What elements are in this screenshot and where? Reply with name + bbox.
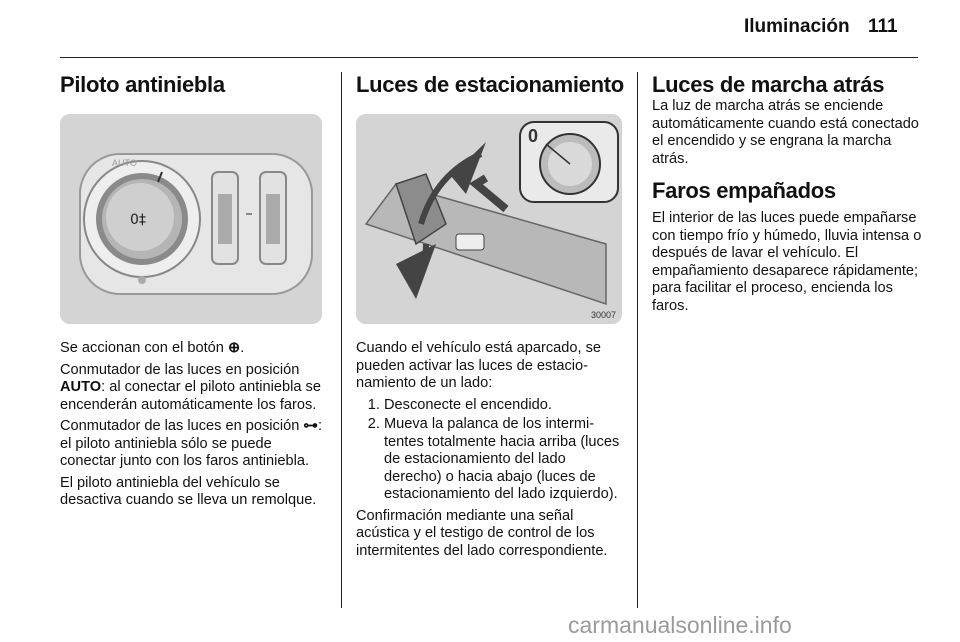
- column-fog-light: [60, 72, 325, 514]
- figure-number: 30007: [590, 310, 616, 320]
- section-heading-fog-light: Piloto antiniebla: [60, 72, 225, 97]
- paragraph-fog-button: Se accionan con el botón ⊕.: [60, 340, 245, 356]
- column-divider: [637, 72, 638, 608]
- list-item: 1. Desconecte el encendido.: [384, 397, 626, 415]
- page-number: 111: [868, 16, 898, 37]
- paragraph-misted-headlights: El interior de las luces puede empañarse con tiempo frío y húmedo, lluvia intensa o después de lavar el vehículo. El empañamiento desaparece rápidamente; para facilitar el proceso, encienda los faros.: [652, 210, 922, 314]
- column-reverse-lights: [652, 72, 922, 319]
- paragraph-confirmation: Confirmación mediante una señal acústica y el testigo de control de los intermitentes del lado correspondiente.: [356, 507, 608, 559]
- figure-light-switch: [60, 114, 322, 324]
- section-heading-parking-lights: Luces de estacionamiento: [356, 72, 624, 97]
- headlight-icon: ⊶: [303, 418, 318, 434]
- steps-list: [356, 397, 626, 504]
- inset-zero-label: 0: [528, 126, 539, 146]
- light-switch-illustration: [60, 114, 322, 324]
- paragraph-parked: Cuando el vehículo está aparcado, se pueden activar las luces de estacionamiento de un lado:: [356, 340, 602, 391]
- paragraph-auto-position: Conmutador de las luces en posición AUTO: al conectar el piloto antiniebla se encenderán automáticamente los faros.: [60, 361, 321, 413]
- paragraph-reverse-lights: La luz de marcha atrás se enciende automáticamente cuando está conectado el encendido y se engrana la marcha atrás.: [652, 98, 919, 167]
- page-header-title: Iluminación: [744, 16, 850, 37]
- turn-signal-lever-illustration: [356, 114, 622, 324]
- section-heading-reverse-lights: Luces de marcha atrás: [652, 72, 885, 97]
- auto-label: AUTO: [60, 379, 102, 395]
- paragraph-trailer: El piloto antiniebla del vehículo se desactiva cuando se lleva un remolque.: [60, 474, 317, 508]
- watermark: carmanualsonline.info: [568, 612, 792, 638]
- dial-auto-label: AUTO: [112, 158, 137, 168]
- fog-light-icon: ⊕: [227, 340, 241, 356]
- column-parking-lights: [356, 72, 626, 564]
- header-rule: [60, 57, 918, 58]
- figure-turn-signal-lever: [356, 114, 622, 324]
- paragraph-headlight-position: Conmutador de las luces en posición ⊶: el piloto antiniebla sólo se puede conectar junto con los faros antiniebla.: [60, 418, 323, 469]
- section-heading-misted-headlights: Faros empañados: [652, 178, 836, 203]
- list-item: 2. Mueva la palanca de los intermitentes totalmente hacia arriba (luces de estacionamiento del lado derecho) o hacia abajo (luces de estacionamiento del lado izquierdo).: [384, 416, 626, 504]
- svg-text:0‡: 0‡: [130, 212, 146, 228]
- column-divider: [341, 72, 342, 608]
